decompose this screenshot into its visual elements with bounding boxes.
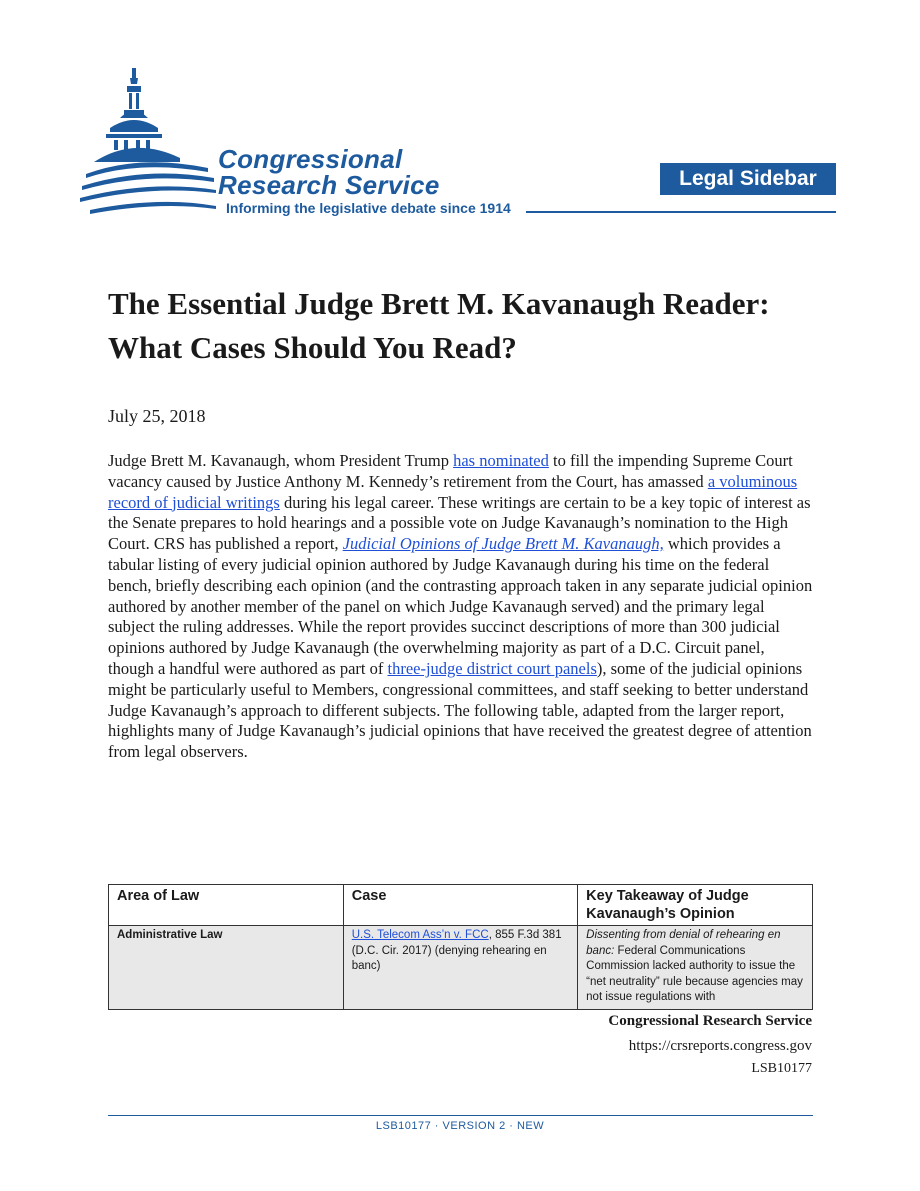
cell-area: Administrative Law <box>109 926 344 1010</box>
judicial-writings-link[interactable]: a voluminous record of judicial writings <box>108 471 798 512</box>
case-link[interactable]: U.S. Telecom Ass’n v. FCC <box>351 929 489 941</box>
district-court-panels-link[interactable]: three-judge district court panels <box>387 658 597 678</box>
footer-rule <box>108 1115 813 1116</box>
crs-name: Congressional Research Service <box>608 1013 812 1029</box>
crs-url: https://crsreports.congress.gov <box>628 1038 812 1054</box>
body-text-3: during his legal career. These writings are certain to be a key topic of interest as the Senate prepares to hold hearings and a possible vote on Judge Kavanaugh’s nomination to the High Court. CRS has published a report, <box>108 492 811 554</box>
has-nominated-link[interactable]: has nominated <box>453 451 549 470</box>
header-key-takeaway: Key Takeaway of Judge Kavanaugh’s Opinion <box>578 885 813 926</box>
cases-table <box>108 884 813 1010</box>
body-text-5: ), some of the judicial opinions might be particularly useful to Members, congressional committees, and staff seeking to better understand Judge Kavanaugh’s approach to different subjects. The following table, adapted from the larger report, highlights many of Judge Kavanaugh’s judicial opinions that have received the greatest degree of attention from legal observers. <box>108 658 812 762</box>
takeaway-text: Federal Communications Commission lacked authority to issue the “net neutrality” rule because agencies may not issue regulations with <box>586 944 803 1003</box>
header-area-of-law: Area of Law <box>109 885 344 926</box>
org-name-line1: Congressional <box>218 144 403 174</box>
legal-sidebar-badge: Legal Sidebar <box>660 163 836 195</box>
org-tagline: Informing the legislative debate since 1914 <box>226 200 511 216</box>
table-row <box>109 926 813 1010</box>
header-case: Case <box>343 885 577 926</box>
capitol-dome-icon <box>80 66 220 222</box>
cell-takeaway <box>578 926 813 1010</box>
page-footer: LSB10177 · VERSION 2 · NEW <box>375 1120 545 1132</box>
body-text-2: to fill the impending Supreme Court vacancy caused by Justice Anthony M. Kennedy’s retirement from the Court, has amassed <box>108 451 793 491</box>
crs-logo <box>80 66 540 222</box>
document-title: The Essential Judge Brett M. Kavanaugh Reader: What Cases Should You Read? <box>108 286 770 365</box>
body-text-4: which provides a tabular listing of every judicial opinion authored by Judge Kavanaugh during his time on the federal bench, briefly describing each opinion (and the contrasting approach taken in any separate judicial opinion authored by another member of the panel on which Judge Kavanaugh served) and the primary legal subject the ruling addresses. While the report provides succinct descriptions of more than 300 judicial opinions authored by Judge Kavanaugh (the overwhelming majority as part of a D.C. Circuit panel, though a handful were authored as part of <box>108 534 813 678</box>
header-rule <box>526 211 836 213</box>
document-date: July 25, 2018 <box>108 406 206 426</box>
crs-report-id: LSB10177 <box>751 1061 812 1076</box>
cell-case <box>343 926 577 1010</box>
takeaway-italic: Dissenting from denial of rehearing en banc: <box>586 929 781 957</box>
body-text-1: Judge Brett M. Kavanaugh, whom President Trump <box>108 451 454 470</box>
org-name-line2: Research Service <box>218 170 440 200</box>
case-citation: , 855 F.3d 381 (D.C. Cir. 2017) (denying rehearing en banc) <box>351 929 562 972</box>
judicial-opinions-report-link[interactable]: Judicial Opinions of Judge Brett M. Kavanaugh, <box>342 534 664 554</box>
body-paragraph <box>108 451 813 763</box>
table-header-row <box>109 885 813 926</box>
